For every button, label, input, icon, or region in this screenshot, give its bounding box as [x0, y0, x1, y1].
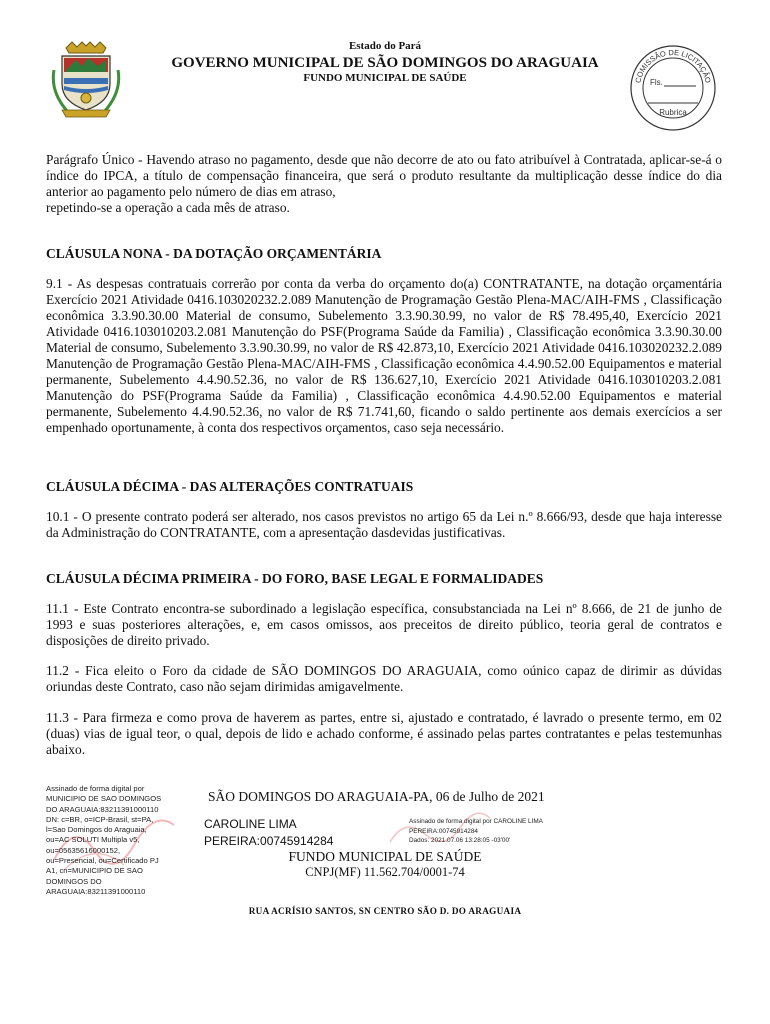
sig-left-line: ou=05635616000152, — [46, 845, 121, 855]
sig-left-line: DOMINGOS DO — [46, 876, 102, 886]
signer-name-line-1: CAROLINE LIMA — [204, 817, 297, 831]
sig-left-line: A1, cn=MUNICIPIO DE SAO — [46, 866, 143, 876]
signer-name — [204, 816, 333, 850]
licitacao-stamp — [628, 43, 718, 133]
fund-name: FUNDO MUNICIPAL DE SAÚDE — [303, 72, 467, 84]
state-name: Estado do Pará — [348, 40, 422, 52]
svg-text:Fls.: Fls. — [650, 78, 663, 87]
sig-left-line: DO ARAGUAIA:83211391000110 — [46, 804, 159, 814]
clause-11-2: 11.2 - Fica eleito o Foro da cidade de SÃO DOMINGOS DO ARAGUAIA, como oúnico capaz de dirimir as dúvidas oriundas deste Contrato, caso não sejam dirimidas amigavelmente. — [46, 663, 722, 694]
sig-left-line: Assinado de forma digital por — [46, 784, 145, 793]
clause-10-heading: CLÁUSULA DÉCIMA - DAS ALTERAÇÕES CONTRATUAIS — [46, 479, 414, 494]
sig-right-line: Assinado de forma digital por CAROLINE LIMA — [409, 818, 543, 825]
sig-right-line: Dados: 2021.07.06 13:28:05 -03'00' — [409, 837, 511, 845]
svg-text:Rubrica: Rubrica — [659, 108, 687, 117]
clause-10-1: 10.1 - O presente contrato poderá ser alterado, nos casos previstos no artigo 65 da Lei n.º 8.666/93, desde que haja interesse da Administração do CONTRATANTE, com a apresentação dasdevidas justificativas. — [46, 509, 722, 540]
clause-9-1: 9.1 - As despesas contratuais correrão por conta da verba do orçamento do(a) CONTRATANTE, na dotação orçamentária Exercício 2021 Atividade 0416.103020232.2.089 Manutenção de Programação Gestão Plena-MAC/AIH-FMS , Classificação econômica 3.3.90.30.00 Material de consumo, Subelemento 3.3.90.30.99, no valor de R$ 78.495,40, Exercício 2021 Atividade 0416.103010203.2.081 Manutenção do PSF(Programa Saúde da Familia) , Classificação econômica 3.3.90.30.00 Material de consumo, Subelemento 3.3.90.30.99, no valor de R$ 42.873,10, Exercício 2021 Atividade 0416.103020232.2.089 Manutenção de Programação Gestão Plena-MAC/AIH-FMS , Classificação econômica 4.4.90.52.00 Equipamentos e material permanente, Subelemento 4.4.90.52.36, no valor de R$ 136.627,10, Exercício 2021 Atividade 0416.103010203.2.081 Manutenção do PSF(Programa Saúde da Familia) , Classificação econômica 4.4.90.52.00 Equipamentos e material permanente, Subelemento 4.4.90.52.36, no valor de R$ 71.741,60, ficando o saldo pertinente aos demais exercícios a ser empenhado oportunamente, à conta dos respectivos orçamentos, caso seja necessário. — [46, 276, 722, 435]
sig-left-line: MUNICIPIO DE SAO DOMINGOS — [46, 794, 162, 804]
signer-name-line-2: PEREIRA:00745914284 — [204, 834, 334, 848]
sig-right-line: PEREIRA:00745914284 — [409, 827, 478, 835]
footer-fund-name: FUNDO MUNICIPAL DE SAÚDE — [288, 849, 482, 864]
sig-left-line: ou=Presencial, ou=Certificado PJ — [46, 856, 159, 866]
sig-left-line: ARAGUAIA:83211391000110 — [46, 886, 146, 896]
clause-11-heading: CLÁUSULA DÉCIMA PRIMEIRA - DO FORO, BASE LEGAL E FORMALIDADES — [46, 571, 544, 586]
paragrafo-unico-cont: repetindo-se a operação a cada mês de atraso. — [46, 200, 290, 215]
clause-11-3: 11.3 - Para firmeza e como prova de haverem as partes, entre si, ajustado e contratado, é lavrado o presente termo, em 02 (duas) vias de igual teor, o qual, depois de lido e achado conforme, é assinado pelas partes contratantes e pelas testemunhas abaixo. — [46, 710, 722, 757]
digital-signature-block-left — [46, 784, 186, 897]
sig-left-line: DN: c=BR, o=ICP-Brasil, st=PA, — [46, 814, 154, 824]
digital-signature-block-right — [409, 817, 543, 846]
svg-text:COMISSÃO DE LICITAÇÃO: COMISSÃO DE LICITAÇÃO — [633, 47, 713, 84]
sig-left-line: ou=AC SOLUTI Multipla v5, — [46, 835, 140, 845]
footer-cnpj: CNPJ(MF) 11.562.704/0001-74 — [305, 865, 465, 879]
footer-address: RUA ACRÍSIO SANTOS, SN CENTRO SÃO D. DO ARAGUAIA — [248, 906, 522, 916]
clause-9-heading: CLÁUSULA NONA - DA DOTAÇÃO ORÇAMENTÁRIA — [46, 246, 382, 261]
government-name: GOVERNO MUNICIPAL DE SÃO DOMINGOS DO ARAGUAIA — [171, 55, 599, 71]
clause-11-1: 11.1 - Este Contrato encontra-se subordinado a legislação específica, consubstanciada na Lei nº 8.666, de 21 de junho de 1993 e suas posteriores alterações, e, em casos omissos, aos preceitos de direito público, teoria geral de contratos e disposições de direito privado. — [46, 601, 722, 648]
sig-left-line: l=Sao Domingos do Araguaia, — [46, 825, 147, 835]
paragrafo-unico: Parágrafo Único - Havendo atraso no pagamento, desde que não decorre de ato ou fato atribuível à Contratada, aplicar-se-á o índice do IPCA, a título de compensação financeira, que será o produto resultante da multiplicação desse índice do dia anterior ao pagamento pelo número de dias em atraso, — [46, 152, 722, 199]
city-date: SÃO DOMINGOS DO ARAGUAIA-PA, 06 de Julho de 2021 — [208, 789, 545, 804]
